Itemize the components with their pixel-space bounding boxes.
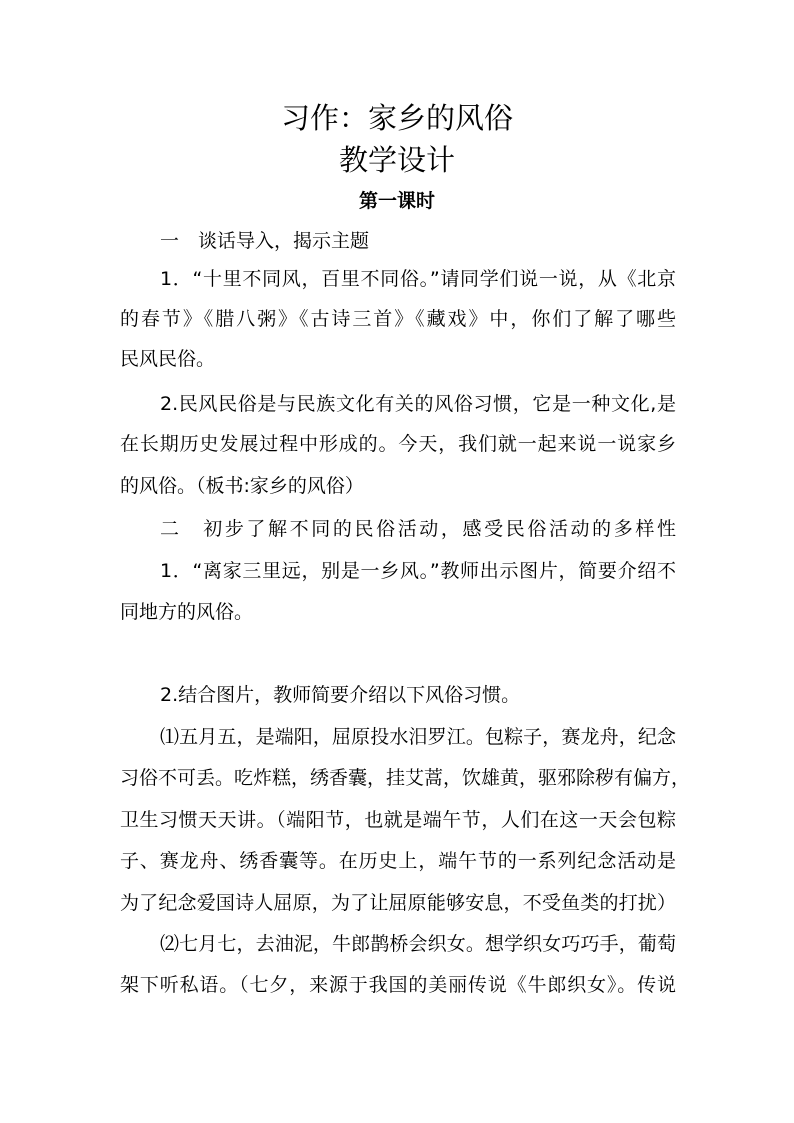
section-heading-1: 一 谈话导入，揭示主题 (160, 230, 370, 252)
section-heading-2: 二 初步了解不同的民俗活动，感受民俗活动的多样性 (160, 518, 676, 540)
paragraph-line: 2.民风民俗是与民族文化有关的风俗习惯，它是一种文化,是 (160, 393, 676, 415)
paragraph-line: ⑴五月五，是端阳，屈原投水汨罗江。包粽子，赛龙舟，纪念 (160, 726, 676, 748)
paragraph-line: 民风民俗。 (120, 348, 216, 370)
document-title: 习作：家乡的风俗 (280, 101, 513, 135)
paragraph-line: 习俗不可丢。吃炸糕，绣香囊，挂艾蒿，饮雄黄，驱邪除秽有偏方， (120, 767, 691, 789)
paragraph-line: 的春节》《腊八粥》《古诗三首》《藏戏》中，你们了解了哪些 (120, 308, 676, 330)
paragraph-line: 在长期历史发展过程中形成的。今天，我们就一起来说一说家乡 (120, 433, 676, 455)
paragraph-line: 同地方的风俗。 (120, 601, 254, 623)
paragraph-line: 1．“十里不同风，百里不同俗。”请同学们说一说，从《北京 (160, 268, 676, 290)
paragraph-line: ⑵七月七，去油泥，牛郎鹊桥会织女。想学织女巧巧手，葡萄 (160, 933, 676, 955)
paragraph-line: 的风俗。（板书:家乡的风俗） (120, 475, 364, 497)
paragraph-line: 卫生习惯天天讲。（端阳节，也就是端午节，人们在这一天会包粽 (120, 809, 676, 831)
lesson-heading: 第一课时 (358, 190, 435, 212)
paragraph-line: 子、赛龙舟、绣香囊等。在历史上，端午节的一系列纪念活动是 (120, 850, 676, 872)
paragraph-line: 架下听私语。（七夕，来源于我国的美丽传说《牛郎织女》。传说 (120, 974, 676, 996)
paragraph-line: 1．“离家三里远，别是一乡风。”教师出示图片，简要介绍不 (160, 560, 676, 582)
paragraph-line: 为了纪念爱国诗人屈原，为了让屈原能够安息，不受鱼类的打扰） (120, 892, 676, 914)
document-subtitle: 教学设计 (338, 143, 455, 177)
paragraph-line: 2.结合图片，教师简要介绍以下风俗习惯。 (160, 684, 521, 706)
